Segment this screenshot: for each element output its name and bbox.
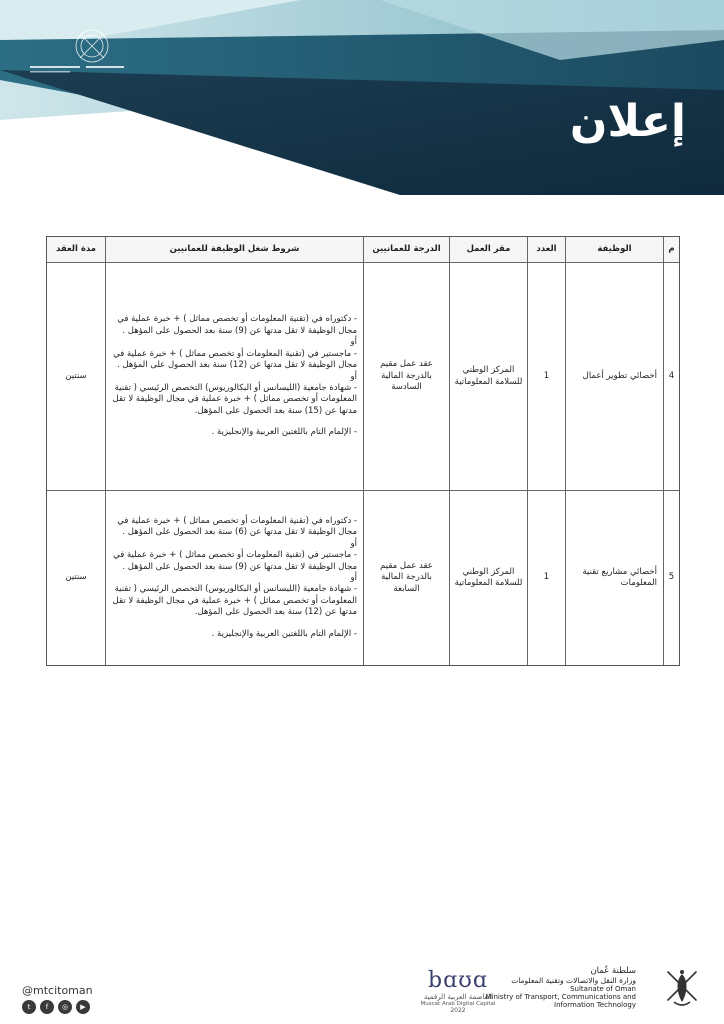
condition-line: أو: [350, 371, 357, 382]
twitter-icon[interactable]: t: [22, 1000, 36, 1014]
page-title: إعلان: [569, 96, 686, 147]
cell-site: المركز الوطني للسلامة المعلوماتية: [449, 263, 527, 491]
cell-site: المركز الوطني للسلامة المعلوماتية: [449, 491, 527, 665]
oman-emblem-icon: [662, 966, 702, 1010]
condition-line: - ماجستير في (تقنية المعلومات أو تخصص مماثل ) + خبرة عملية في مجال الوظيفة لا تقل مدتها عن (9) سنة بعد الحصول على المؤهل .: [113, 550, 357, 572]
capital-year: 2022: [450, 1007, 466, 1014]
header-grade: الدرجة للعمانيين: [363, 237, 449, 263]
cell-grade: عقد عمل مقيم بالدرجة المالية السابعة: [363, 491, 449, 665]
cell-conditions: [105, 263, 363, 491]
condition-line: أو: [350, 573, 357, 583]
capital-mark: bɑʊɑ: [428, 968, 488, 993]
ministry-en-country: Sultanate of Oman: [570, 985, 636, 993]
condition-line: - شهادة جامعية (الليسانس أو البكالوريوس) التخصص الرئيسي ( تقنية المعلومات أو تخصص مماثل ) + خبرة عملية في مجال الوظيفة لا تقل مدتها عن (15) سنة بعد الحصول على المؤهل.: [112, 382, 357, 416]
cell-conditions: [105, 491, 363, 665]
header-job: الوظيفة: [565, 237, 663, 263]
table-header-row: [47, 237, 679, 263]
cell-m: 4: [663, 263, 679, 491]
jobs-table-container: [46, 236, 678, 666]
header-count: العدد: [527, 237, 565, 263]
cell-job: أخصائي مشاريع تقنية المعلومات: [565, 491, 663, 665]
condition-line: - دكتوراه في (تقنية المعلومات أو تخصص مماثل ) + خبرة عملية في مجال الوظيفة لا تقل مدتها عن (6) سنة بعد الحصول على المؤهل .: [117, 515, 357, 538]
cell-count: 1: [527, 491, 565, 665]
ministry-ar-country: سلطنة عُمان: [590, 966, 636, 976]
instagram-icon[interactable]: ◎: [58, 1000, 72, 1014]
youtube-icon[interactable]: ▶: [76, 1000, 90, 1014]
header-conditions: شروط شغل الوظيفة للعمانيين: [105, 237, 363, 263]
facebook-icon[interactable]: f: [40, 1000, 54, 1014]
header-site: مقر العمل: [449, 237, 527, 263]
table-row: [47, 263, 679, 491]
ministry-en-name-2: Information Technology: [554, 1001, 636, 1010]
cell-m: 5: [663, 491, 679, 665]
government-logo-icon: [22, 22, 132, 82]
header-m: م: [663, 237, 679, 263]
condition-line: - دكتوراه في (تقنية المعلومات أو تخصص مماثل ) + خبرة عملية في مجال الوظيفة لا تقل مدتها عن (9) سنة بعد الحصول على المؤهل .: [117, 314, 357, 336]
cell-count: 1: [527, 263, 565, 491]
condition-line: - الإلمام التام باللغتين العربية والإنجليزية .: [211, 427, 357, 438]
capital-english: Muscat Arab Digital Capital: [420, 1001, 496, 1007]
capital-arabic: العاصمة العربية الرقمية: [423, 993, 493, 1001]
social-icons: [22, 1000, 90, 1014]
social-handle[interactable]: @mtcitoman: [22, 984, 93, 997]
cell-duration: سنتين: [47, 263, 105, 491]
table-row: [47, 491, 679, 665]
cell-duration: سنتين: [65, 572, 87, 583]
condition-line: - شهادة جامعية (الليسانس أو البكالوريوس) التخصص الرئيسي ( تقنية المعلومات أو تخصص مماثل ) + خبرة عملية في مجال الوظيفة لا تقل مدتها عن (12) سنة بعد الحصول على المؤهل.: [112, 584, 357, 618]
ministry-en-name-1: Ministry of Transport, Communications and: [485, 993, 636, 1001]
cell-grade: عقد عمل مقيم بالدرجة المالية السادسة: [363, 263, 449, 491]
ministry-text: [486, 966, 637, 1009]
header-duration: مدة العقد: [47, 237, 105, 263]
cell-job: أخصائي تطوير أعمال: [565, 263, 663, 491]
condition-line: أو: [350, 337, 357, 348]
condition-line: - الإلمام التام باللغتين العربية والإنجليزية .: [211, 628, 357, 639]
condition-line: - ماجستير في (تقنية المعلومات أو تخصص مماثل ) + خبرة عملية في مجال الوظيفة لا تقل مدتها عن (12) سنة بعد الحصول على المؤهل .: [113, 348, 357, 371]
header-banner: [0, 0, 724, 195]
ministry-ar-name: وزارة النقل والاتصالات وتقنية المعلومات: [511, 976, 636, 985]
jobs-table: [46, 236, 680, 666]
condition-line: أو: [350, 538, 357, 549]
